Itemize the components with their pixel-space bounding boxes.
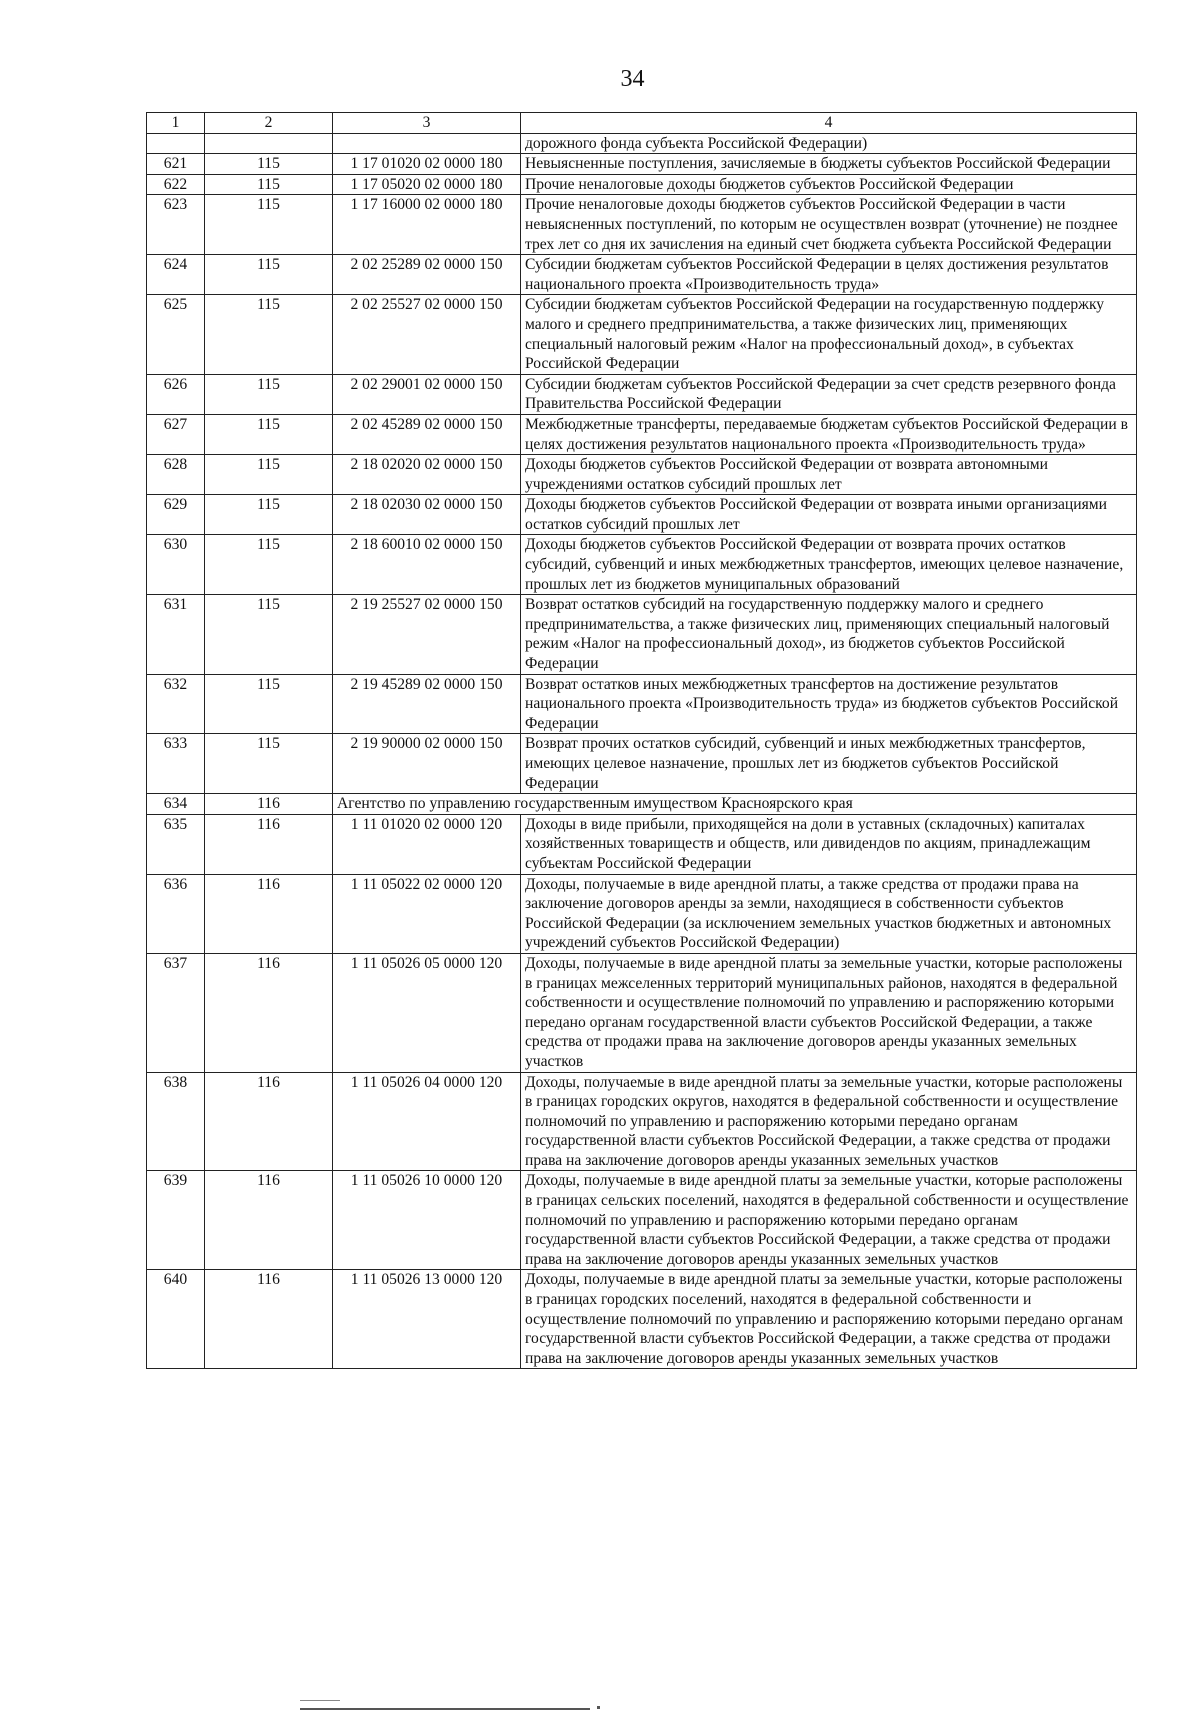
admin-code <box>205 133 333 154</box>
table-row <box>147 674 1137 734</box>
table-row <box>147 374 1137 414</box>
table-row <box>147 255 1137 295</box>
revenue-description: Доходы, получаемые в виде арендной платы за земельные участки, которые расположены в границах городских поселений, находятся в федеральной собственности и осуществление полномочий по управлению и распоряжению которыми передано органам государственной власти субъектов Российской Федерации, а также средства от продажи права на заключение договоров аренды указанных земельных участков <box>521 1270 1137 1369</box>
revenue-description: Возврат остатков субсидий на государственную поддержку малого и среднего предпринимательства, а также физических лиц, применяющих специальный налоговый режим «Налог на профессиональный доход», из бюджетов субъектов Российской Федерации <box>521 595 1137 674</box>
revenue-description: Возврат прочих остатков субсидий, субвенций и иных межбюджетных трансфертов, имеющих целевое назначение, прошлых лет из бюджетов субъектов Российской Федерации <box>521 734 1137 794</box>
admin-code: 115 <box>205 535 333 595</box>
table-row <box>147 455 1137 495</box>
row-number: 628 <box>147 455 205 495</box>
table-row <box>147 535 1137 595</box>
revenue-description: Доходы, получаемые в виде арендной платы за земельные участки, которые расположены в границах межселенных территорий муниципальных районов, находятся в федеральной собственности и осуществление полномочий по управлению и распоряжению которыми передано органам государственной власти субъектов Российской Федерации, а также средства от продажи права на заключение договоров аренды указанных земельных участков <box>521 953 1137 1072</box>
admin-code: 116 <box>205 874 333 953</box>
budget-classification-code: 2 19 25527 02 0000 150 <box>333 595 521 674</box>
revenue-description: Прочие неналоговые доходы бюджетов субъектов Российской Федерации <box>521 174 1137 195</box>
budget-classification-code: 2 18 60010 02 0000 150 <box>333 535 521 595</box>
budget-classification-code: 2 18 02030 02 0000 150 <box>333 495 521 535</box>
revenue-description: Межбюджетные трансферты, передаваемые бюджетам субъектов Российской Федерации в целях достижения результатов национального проекта «Производительность труда» <box>521 414 1137 454</box>
table-row <box>147 874 1137 953</box>
admin-code: 116 <box>205 1171 333 1270</box>
admin-code: 115 <box>205 195 333 255</box>
revenue-description: Доходы бюджетов субъектов Российской Федерации от возврата иными организациями остатков субсидий прошлых лет <box>521 495 1137 535</box>
table-row <box>147 154 1137 175</box>
table-row <box>147 1072 1137 1171</box>
budget-classification-code: 1 11 05026 13 0000 120 <box>333 1270 521 1369</box>
row-number: 625 <box>147 295 205 374</box>
table-row <box>147 734 1137 794</box>
revenue-description: Субсидии бюджетам субъектов Российской Федерации в целях достижения результатов национального проекта «Производительность труда» <box>521 255 1137 295</box>
budget-classification-code <box>333 133 521 154</box>
row-number: 640 <box>147 1270 205 1369</box>
budget-classification-code: 1 17 16000 02 0000 180 <box>333 195 521 255</box>
row-number: 621 <box>147 154 205 175</box>
table-header-row <box>147 113 1137 134</box>
revenue-description: Доходы, получаемые в виде арендной платы за земельные участки, которые расположены в границах городских округов, находятся в федеральной собственности и осуществление полномочий по управлению и распоряжению которыми передано органам государственной власти субъектов Российской Федерации, а также средства от продажи права на заключение договоров аренды указанных земельных участков <box>521 1072 1137 1171</box>
budget-classification-code: 2 19 90000 02 0000 150 <box>333 734 521 794</box>
revenue-description: Прочие неналоговые доходы бюджетов субъектов Российской Федерации в части невыясненных поступлений, по которым не осуществлен возврат (уточнение) не позднее трех лет со дня их зачисления на единый счет бюджета субъекта Российской Федерации <box>521 195 1137 255</box>
header-col-1: 1 <box>147 113 205 134</box>
page-number: 34 <box>620 66 645 92</box>
row-number: 636 <box>147 874 205 953</box>
row-number: 624 <box>147 255 205 295</box>
budget-classification-code: 1 17 01020 02 0000 180 <box>333 154 521 175</box>
revenue-description: Доходы в виде прибыли, приходящейся на доли в уставных (складочных) капиталах хозяйственных товариществ и обществ, или дивидендов по акциям, принадлежащим субъектам Российской Федерации <box>521 814 1137 874</box>
revenue-description: дорожного фонда субъекта Российской Федерации) <box>521 133 1137 154</box>
revenue-description: Доходы, получаемые в виде арендной платы, а также средства от продажи права на заключение договоров аренды за земли, находящиеся в собственности субъектов Российской Федерации (за исключением земельных участков бюджетных и автономных учреждений субъектов Российской Федерации) <box>521 874 1137 953</box>
admin-code: 115 <box>205 174 333 195</box>
row-number: 633 <box>147 734 205 794</box>
table-row <box>147 1171 1137 1270</box>
table-row <box>147 953 1137 1072</box>
admin-code: 116 <box>205 794 333 815</box>
admin-code: 115 <box>205 414 333 454</box>
revenue-codes-table <box>146 112 1137 1369</box>
admin-code: 115 <box>205 455 333 495</box>
revenue-description: Доходы бюджетов субъектов Российской Федерации от возврата прочих остатков субсидий, субвенций и иных межбюджетных трансфертов, имеющих целевое назначение, прошлых лет из бюджетов муниципальных образований <box>521 535 1137 595</box>
budget-classification-code: 1 11 05026 10 0000 120 <box>333 1171 521 1270</box>
revenue-description: Субсидии бюджетам субъектов Российской Федерации за счет средств резервного фонда Правительства Российской Федерации <box>521 374 1137 414</box>
row-number: 635 <box>147 814 205 874</box>
admin-code: 115 <box>205 154 333 175</box>
row-number: 631 <box>147 595 205 674</box>
budget-classification-code: 1 17 05020 02 0000 180 <box>333 174 521 195</box>
table-row <box>147 1270 1137 1369</box>
row-number: 632 <box>147 674 205 734</box>
row-number: 638 <box>147 1072 205 1171</box>
row-number: 637 <box>147 953 205 1072</box>
budget-classification-code: 2 02 25527 02 0000 150 <box>333 295 521 374</box>
row-number: 639 <box>147 1171 205 1270</box>
row-number: 634 <box>147 794 205 815</box>
budget-classification-code: 1 11 05026 04 0000 120 <box>333 1072 521 1171</box>
admin-code: 115 <box>205 495 333 535</box>
revenue-description: Невыясненные поступления, зачисляемые в бюджеты субъектов Российской Федерации <box>521 154 1137 175</box>
admin-code: 115 <box>205 674 333 734</box>
admin-code: 115 <box>205 374 333 414</box>
row-number <box>147 133 205 154</box>
table-row <box>147 794 1137 815</box>
budget-classification-code: 2 02 25289 02 0000 150 <box>333 255 521 295</box>
scan-artifact <box>597 1706 600 1709</box>
budget-classification-code: 2 18 02020 02 0000 150 <box>333 455 521 495</box>
revenue-description: Возврат остатков иных межбюджетных трансфертов на достижение результатов национального проекта «Производительность труда» из бюджетов субъектов Российской Федерации <box>521 674 1137 734</box>
table-row <box>147 195 1137 255</box>
header-col-4: 4 <box>521 113 1137 134</box>
budget-classification-code: 2 19 45289 02 0000 150 <box>333 674 521 734</box>
admin-code: 115 <box>205 255 333 295</box>
agency-name: Агентство по управлению государственным имуществом Красноярского края <box>333 794 1137 815</box>
admin-code: 115 <box>205 734 333 794</box>
budget-classification-code: 1 11 01020 02 0000 120 <box>333 814 521 874</box>
row-number: 630 <box>147 535 205 595</box>
admin-code: 115 <box>205 595 333 674</box>
scan-artifact <box>300 1708 590 1710</box>
budget-classification-code: 1 11 05022 02 0000 120 <box>333 874 521 953</box>
budget-classification-code: 2 02 29001 02 0000 150 <box>333 374 521 414</box>
admin-code: 116 <box>205 814 333 874</box>
table-row <box>147 414 1137 454</box>
table-row <box>147 495 1137 535</box>
scan-artifact <box>300 1700 340 1701</box>
admin-code: 116 <box>205 1072 333 1171</box>
revenue-description: Доходы, получаемые в виде арендной платы за земельные участки, которые расположены в границах сельских поселений, находятся в федеральной собственности и осуществление полномочий по управлению и распоряжению которыми передано органам государственной власти субъектов Российской Федерации, а также средства от продажи права на заключение договоров аренды указанных земельных участков <box>521 1171 1137 1270</box>
row-number: 622 <box>147 174 205 195</box>
header-col-3: 3 <box>333 113 521 134</box>
admin-code: 116 <box>205 1270 333 1369</box>
revenue-description: Субсидии бюджетам субъектов Российской Федерации на государственную поддержку малого и среднего предпринимательства, а также физических лиц, применяющих специальный налоговый режим «Налог на профессиональный доход», в субъектах Российской Федерации <box>521 295 1137 374</box>
table-row <box>147 595 1137 674</box>
row-number: 623 <box>147 195 205 255</box>
table-row <box>147 174 1137 195</box>
row-number: 626 <box>147 374 205 414</box>
table-body <box>147 113 1137 1369</box>
row-number: 629 <box>147 495 205 535</box>
header-col-2: 2 <box>205 113 333 134</box>
admin-code: 116 <box>205 953 333 1072</box>
table-row <box>147 295 1137 374</box>
table-row <box>147 133 1137 154</box>
budget-classification-code: 2 02 45289 02 0000 150 <box>333 414 521 454</box>
row-number: 627 <box>147 414 205 454</box>
table-row <box>147 814 1137 874</box>
budget-classification-code: 1 11 05026 05 0000 120 <box>333 953 521 1072</box>
revenue-description: Доходы бюджетов субъектов Российской Федерации от возврата автономными учреждениями остатков субсидий прошлых лет <box>521 455 1137 495</box>
admin-code: 115 <box>205 295 333 374</box>
